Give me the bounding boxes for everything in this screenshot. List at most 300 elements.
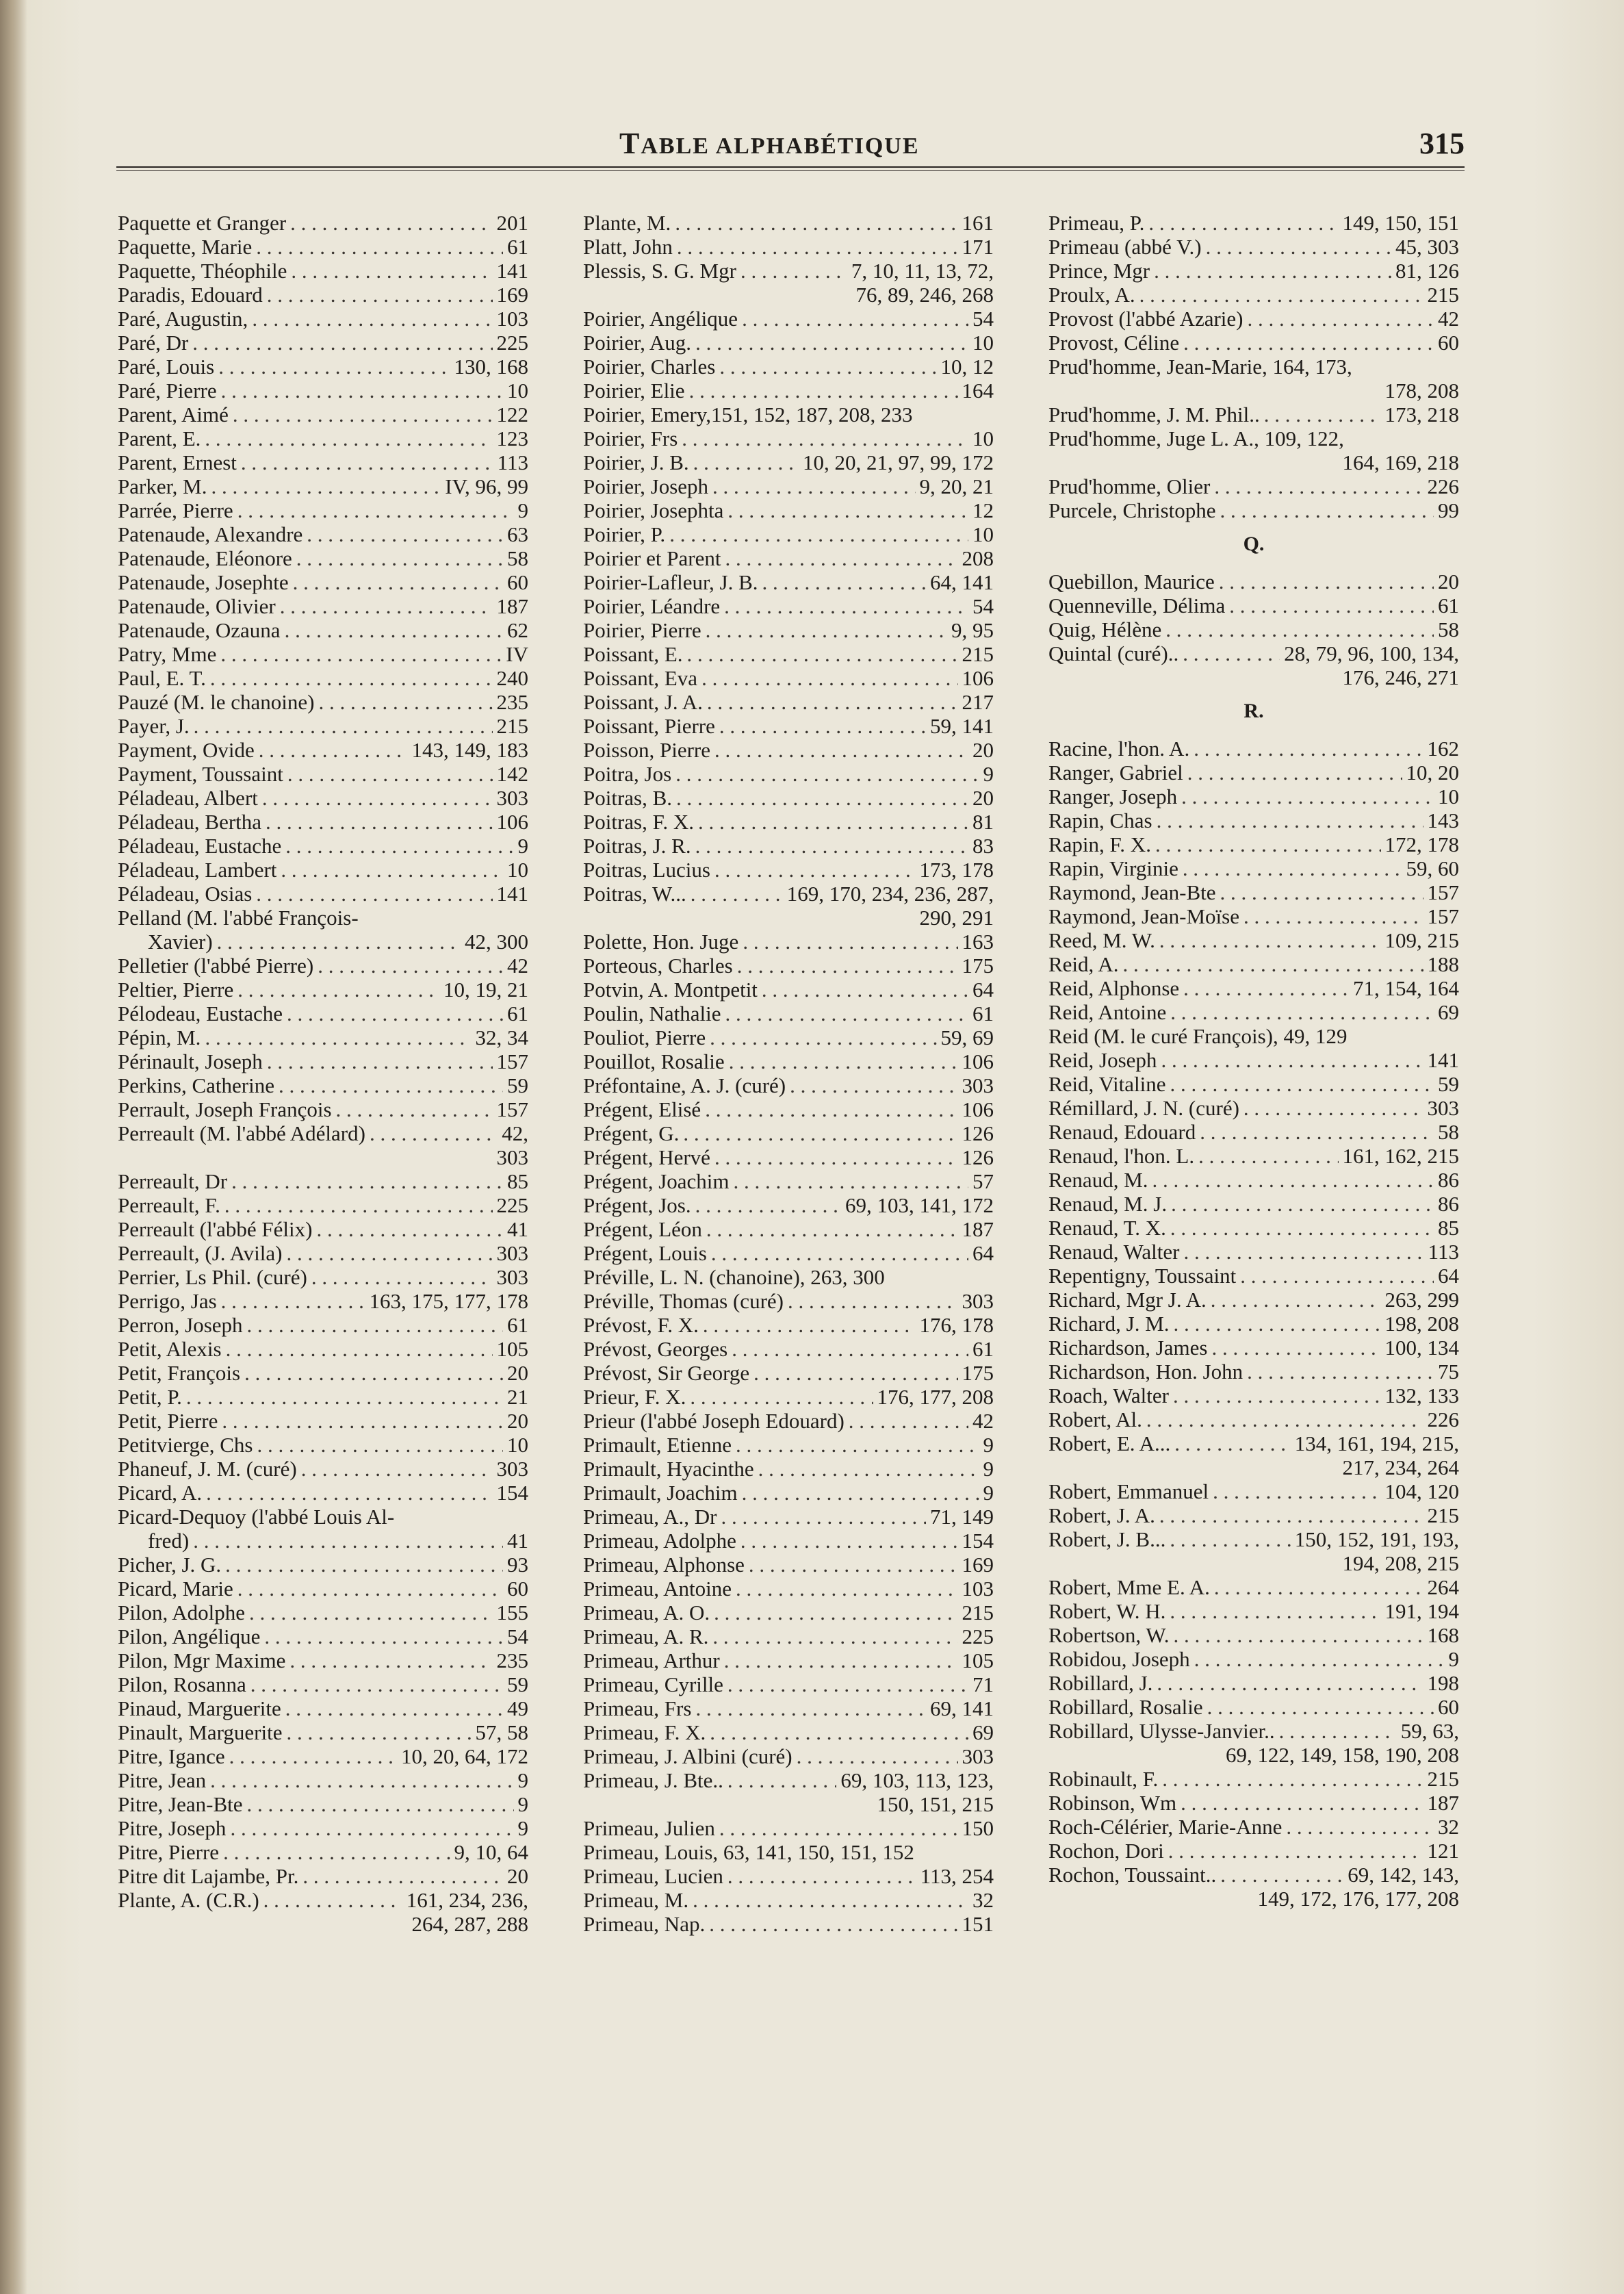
leader-dots: [727, 498, 968, 522]
leader-dots: [287, 1720, 472, 1744]
entry-pages: 161, 234, 236,: [406, 1888, 528, 1912]
leader-dots: [1165, 617, 1434, 641]
index-entry: [1048, 761, 1459, 785]
entry-name: Primeau, F. X.: [583, 1720, 706, 1744]
index-entry: [1048, 1000, 1459, 1024]
entry-pages: 168: [1427, 1623, 1459, 1647]
entry-name: Péladeau, Bertha: [118, 810, 262, 834]
leader-dots: [194, 714, 493, 738]
index-group-q: [1048, 570, 1459, 689]
index-entry: [1048, 594, 1459, 617]
index-entry: [583, 259, 994, 307]
index-entry-line: [1048, 1815, 1459, 1839]
index-entry: [1048, 307, 1459, 331]
entry-pages: 64, 141: [930, 570, 994, 594]
index-entry-line: [118, 762, 528, 786]
index-entry-line: [583, 1217, 994, 1241]
entry-pages: 143: [1427, 808, 1459, 832]
entry-name: Payer, J.: [118, 714, 190, 738]
leader-dots: [1220, 880, 1423, 904]
index-entry: [1048, 1719, 1459, 1767]
leader-dots: [705, 1097, 957, 1121]
index-entry-line: [118, 1457, 528, 1481]
entry-pages: 157: [496, 1097, 528, 1121]
index-entry-line: [1048, 283, 1459, 307]
index-entry: [583, 235, 994, 259]
entry-name: Pouillot, Rosalie: [583, 1049, 725, 1073]
entry-name: Primeau, Frs: [583, 1696, 692, 1720]
index-entry: [583, 1073, 994, 1097]
leader-dots: [247, 1792, 514, 1816]
index-entry-line: [583, 211, 994, 235]
index-entry-line: [1048, 761, 1459, 785]
leader-dots: [706, 1217, 958, 1241]
entry-name: Rochon, Dori: [1048, 1839, 1164, 1863]
leader-dots: [693, 1888, 968, 1912]
index-entry: [1048, 1671, 1459, 1695]
index-entry-line: [118, 1481, 528, 1505]
leader-dots: [690, 1385, 873, 1409]
index-entry: [118, 1457, 528, 1481]
index-entry: [1048, 1815, 1459, 1839]
entry-name: Poissant, Pierre: [583, 714, 715, 738]
entry-name: Préville, L. N. (chanoine), 263, 300: [583, 1265, 885, 1289]
entry-name: Picard, Marie: [118, 1577, 233, 1601]
index-entry-line: [118, 786, 528, 810]
entry-pages-continuation: 290, 291: [919, 906, 994, 930]
leader-dots: [740, 1529, 958, 1553]
entry-pages: 10: [972, 522, 994, 546]
entry-pages: 49: [507, 1696, 528, 1720]
index-entry-line: [583, 331, 994, 355]
index-entry: [1048, 1695, 1459, 1719]
index-entry: [118, 642, 528, 666]
entry-pages: 105: [496, 1337, 528, 1361]
entry-name: Quebillon, Maurice: [1048, 570, 1215, 594]
index-entry-line: [1048, 211, 1459, 235]
index-entry: [1048, 737, 1459, 761]
leader-dots: [1211, 1288, 1381, 1312]
entry-name: Poirier, Frs: [583, 426, 678, 450]
leader-dots: [712, 1624, 957, 1648]
index-entry: [1048, 1288, 1459, 1312]
entry-pages: 69, 141: [930, 1696, 994, 1720]
entry-pages: 226: [1427, 1407, 1459, 1431]
leader-dots: [687, 642, 958, 666]
index-entry-line: [583, 690, 994, 714]
index-entry-line: [583, 1840, 994, 1864]
index-entry: [583, 690, 994, 714]
entry-name: Poissant, Eva: [583, 666, 698, 690]
index-entry: [583, 1720, 994, 1744]
entry-name: Richard, J. M.: [1048, 1312, 1170, 1336]
entry-name: Pitre, Igance: [118, 1744, 225, 1768]
entry-name: Pinault, Marguerite: [118, 1720, 283, 1744]
index-entry: [1048, 403, 1459, 426]
entry-pages: 215: [962, 642, 994, 666]
index-entry-line: [583, 954, 994, 978]
entry-pages: 208: [962, 546, 994, 570]
leader-dots: [230, 1816, 513, 1840]
index-entry-line: [118, 259, 528, 283]
index-entry: [118, 1720, 528, 1744]
leader-dots: [1220, 498, 1434, 522]
index-entry: [1048, 355, 1459, 403]
index-column-2: [583, 211, 994, 1936]
index-entry-line: [583, 1601, 994, 1624]
entry-name: Pitre, Jean: [118, 1768, 207, 1792]
index-entry-line: [1048, 904, 1459, 928]
leader-dots: [1183, 856, 1402, 880]
entry-name: Patenaude, Josephte: [118, 570, 289, 594]
entry-pages: 134, 161, 194, 215,: [1294, 1431, 1459, 1455]
entry-name: Pépin, M.: [118, 1025, 201, 1049]
section-letter-q: Q.: [1243, 533, 1265, 555]
entry-name: Poirier, Elie: [583, 379, 685, 403]
entry-name: Rapin, F. X.: [1048, 832, 1151, 856]
entry-pages: 217: [962, 690, 994, 714]
index-entry-line: [118, 403, 528, 426]
entry-name: Poirier, Charles: [583, 355, 716, 379]
entry-pages: 164: [962, 379, 994, 403]
entry-name: Poirier, Emery,151, 152, 187, 208, 233: [583, 403, 913, 426]
index-entry-line: [583, 546, 994, 570]
entry-pages: 21: [507, 1385, 528, 1409]
leader-dots: [281, 858, 503, 882]
index-entry: [118, 666, 528, 690]
index-entry: [583, 882, 994, 930]
index-entry: [118, 1241, 528, 1265]
index-entry: [1048, 1767, 1459, 1791]
index-entry-line: [1048, 1407, 1459, 1431]
entry-pages: 7, 10, 11, 13, 72,: [851, 259, 994, 283]
entry-pages: 69, 142, 143,: [1348, 1863, 1459, 1887]
index-entry-line: [118, 1624, 528, 1648]
index-entry-line: [583, 1672, 994, 1696]
entry-name: Prieur (l'abbé Joseph Edouard): [583, 1409, 845, 1433]
leader-dots: [285, 1696, 503, 1720]
index-entry-line: [583, 379, 994, 403]
leader-dots: [676, 786, 968, 810]
index-entry-line: [118, 594, 528, 618]
entry-name: Petit, Pierre: [118, 1409, 218, 1433]
entry-name: Polette, Hon. Juge: [583, 930, 739, 954]
index-entry-line: [1048, 1240, 1459, 1264]
index-entry: [118, 1121, 528, 1169]
entry-name: Primault, Joachim: [583, 1481, 738, 1505]
leader-dots: [695, 1193, 841, 1217]
leader-dots: [703, 1313, 916, 1337]
index-entry: [1048, 235, 1459, 259]
entry-name: Poitras, W...: [583, 882, 686, 906]
entry-pages: 161: [962, 211, 994, 235]
entry-pages: 104, 120: [1384, 1479, 1459, 1503]
index-entry: [583, 450, 994, 474]
entry-pages: 103: [962, 1577, 994, 1601]
entry-name: Paré, Dr: [118, 331, 189, 355]
leader-dots: [732, 1337, 968, 1361]
entry-name: Poitra, Jos: [583, 762, 672, 786]
entry-name: Primeau, Lucien: [583, 1864, 723, 1888]
entry-pages: 57, 58: [475, 1720, 528, 1744]
leader-dots: [675, 762, 979, 786]
index-entry: [583, 1289, 994, 1313]
entry-name: Payment, Toussaint: [118, 762, 283, 786]
leader-dots: [1211, 1336, 1380, 1360]
index-entry: [583, 1768, 994, 1816]
leader-dots: [725, 546, 957, 570]
index-entry: [583, 978, 994, 1002]
entry-pages: 54: [972, 594, 994, 618]
index-entry-line: [1048, 617, 1459, 641]
entry-name: Porteous, Charles: [583, 954, 733, 978]
entry-name: Paré, Augustin,: [118, 307, 248, 331]
entry-name: Primeau, Alphonse: [583, 1553, 745, 1577]
index-entry: [583, 474, 994, 498]
index-entry-line: [118, 1864, 528, 1888]
index-entry-line: [1048, 1647, 1459, 1671]
index-entry-line: [583, 1073, 994, 1097]
entry-name: Patenaude, Olivier: [118, 594, 276, 618]
index-entry-line: [583, 259, 994, 283]
index-entry-line: [583, 858, 994, 882]
index-entry-line: [1048, 1431, 1459, 1455]
index-entry-line: [1048, 1072, 1459, 1096]
leader-dots: [186, 1385, 503, 1409]
index-entry-line: [583, 235, 994, 259]
index-entry-line: [583, 426, 994, 450]
index-entry: [118, 498, 528, 522]
entry-pages: 263, 299: [1384, 1288, 1459, 1312]
entry-name: Poitras, J. R.: [583, 834, 691, 858]
entry-name: Picher, J. G.: [118, 1553, 222, 1577]
leader-dots: [285, 618, 503, 642]
index-entry: [1048, 1168, 1459, 1192]
entry-name: Paul, E. T.: [118, 666, 206, 690]
entry-name: Pilon, Mgr Maxime: [118, 1648, 286, 1672]
entry-pages: 143, 149, 183: [411, 738, 528, 762]
index-entry: [118, 403, 528, 426]
entry-name: Repentigny, Toussaint: [1048, 1264, 1237, 1288]
leader-dots: [252, 307, 492, 331]
leader-dots: [1168, 1839, 1423, 1863]
index-entry: [1048, 1336, 1459, 1360]
entry-name: Perrier, Ls Phil. (curé): [118, 1265, 307, 1289]
index-entry-line: [583, 1481, 994, 1505]
entry-name: Pélodeau, Eustache: [118, 1002, 283, 1025]
leader-dots: [231, 1169, 503, 1193]
entry-pages: 59: [1438, 1072, 1459, 1096]
index-entry-line: [1048, 1000, 1459, 1024]
index-entry-line: [583, 1648, 994, 1672]
entry-pages: 264: [1427, 1575, 1459, 1599]
entry-pages: 28, 79, 96, 100, 134,: [1284, 641, 1459, 665]
leader-dots: [707, 690, 958, 714]
entry-pages: 106: [962, 1097, 994, 1121]
entry-pages: 86: [1438, 1168, 1459, 1192]
entry-name: Paré, Pierre: [118, 379, 217, 403]
index-entry: [1048, 1647, 1459, 1671]
index-entry: [583, 1864, 994, 1888]
index-entry: [118, 235, 528, 259]
leader-dots: [237, 498, 514, 522]
index-entry-line: [583, 1337, 994, 1361]
index-entry-line: [118, 1241, 528, 1265]
index-entry: [583, 1025, 994, 1049]
entry-name: Picard, A.: [118, 1481, 203, 1505]
index-entry-line: [118, 498, 528, 522]
entry-name: Primeau, Louis, 63, 141, 150, 151, 152: [583, 1840, 914, 1864]
entry-pages: 226: [1427, 474, 1459, 498]
entry-name: Robillard, Rosalie: [1048, 1695, 1203, 1719]
entry-pages: 142: [496, 762, 528, 786]
index-entry-line: [583, 1529, 994, 1553]
entry-pages: 198, 208: [1384, 1312, 1459, 1336]
entry-name: Roach, Walter: [1048, 1384, 1169, 1407]
entry-pages: 126: [962, 1145, 994, 1169]
entry-name: Prégent, Hervé: [583, 1145, 710, 1169]
index-entry: [583, 1744, 994, 1768]
entry-name: Parrée, Pierre: [118, 498, 233, 522]
entry-name: Plessis, S. G. Mgr: [583, 259, 736, 283]
entry-pages: 59, 60: [1406, 856, 1459, 880]
index-entry: [118, 1049, 528, 1073]
index-entry: [118, 1696, 528, 1720]
entry-name: Richardson, Hon. John: [1048, 1360, 1243, 1384]
leader-dots: [691, 882, 783, 906]
entry-name: Préville, Thomas (curé): [583, 1289, 784, 1313]
leader-dots: [701, 666, 957, 690]
entry-name: Poissant, E.: [583, 642, 683, 666]
entry-pages: 10: [507, 379, 528, 403]
entry-name: Poirier, P.: [583, 522, 666, 546]
entry-name: Poirier, Joseph: [583, 474, 709, 498]
leader-dots: [1243, 904, 1423, 928]
index-entry-line: [1048, 1791, 1459, 1815]
leader-dots: [217, 930, 461, 954]
index-entry-line: [1048, 1575, 1459, 1599]
index-entry-line: [583, 1193, 994, 1217]
index-entry-line: [1048, 1863, 1459, 1887]
entry-pages: 235: [496, 1648, 528, 1672]
index-entry-line: [118, 1744, 528, 1768]
index-entry: [1048, 1599, 1459, 1623]
index-entry: [583, 1049, 994, 1073]
entry-pages: 163, 175, 177, 178: [369, 1289, 528, 1313]
entry-pages: 85: [507, 1169, 528, 1193]
index-entry: [118, 1193, 528, 1217]
entry-pages: 62: [507, 618, 528, 642]
entry-pages: 69, 103, 113, 123,: [840, 1768, 994, 1792]
entry-pages: 155: [496, 1601, 528, 1624]
leader-dots: [336, 1097, 493, 1121]
entry-pages: 9: [983, 762, 994, 786]
index-entry-line: [583, 1289, 994, 1313]
entry-name: Péladeau, Albert: [118, 786, 258, 810]
entry-pages: 57: [972, 1169, 994, 1193]
index-entry: [583, 355, 994, 379]
entry-name: Pilon, Angélique: [118, 1624, 261, 1648]
index-entry-line: [583, 403, 994, 426]
entry-pages: 42: [972, 1409, 994, 1433]
leader-dots: [241, 450, 493, 474]
entry-name: Pauzé (M. le chanoine): [118, 690, 315, 714]
index-entry-line: [1048, 1096, 1459, 1120]
leader-dots: [249, 1601, 492, 1624]
index-entry-line: [118, 666, 528, 690]
index-entry-line: [583, 1002, 994, 1025]
entry-name: Quenneville, Délima: [1048, 594, 1226, 617]
leader-dots: [224, 1193, 493, 1217]
leader-dots: [1157, 1671, 1423, 1695]
leader-dots: [1247, 1360, 1434, 1384]
entry-pages: 303: [496, 1457, 528, 1481]
index-entry: [583, 858, 994, 882]
index-entry-line: [583, 1768, 994, 1792]
entry-name: Reid, Antoine: [1048, 1000, 1167, 1024]
entry-pages: 81: [972, 810, 994, 834]
entry-pages: 9: [983, 1481, 994, 1505]
entry-pages: 59: [507, 1672, 528, 1696]
leader-dots: [1248, 307, 1434, 331]
entry-name: Pitre, Jean-Bte: [118, 1792, 243, 1816]
entry-name: Primeau, A. R.: [583, 1624, 709, 1648]
entry-pages: 123: [496, 426, 528, 450]
leader-dots: [247, 1313, 503, 1337]
index-entry: [583, 594, 994, 618]
index-entry: [583, 1888, 994, 1912]
index-entry: [118, 546, 528, 570]
leader-dots: [256, 882, 492, 906]
entry-pages: 171: [962, 235, 994, 259]
leader-dots: [714, 1601, 957, 1624]
index-entry: [118, 259, 528, 283]
entry-pages: 71: [972, 1672, 994, 1696]
index-entry-line: [118, 1025, 528, 1049]
index-entry: [1048, 1384, 1459, 1407]
index-entry-line: [118, 1816, 528, 1840]
entry-pages: 187: [496, 594, 528, 618]
index-entry-line: [1048, 355, 1459, 379]
leader-dots: [1173, 1384, 1381, 1407]
leader-dots: [714, 1145, 958, 1169]
leader-dots: [1213, 1479, 1380, 1503]
entry-name: Perreault, F.: [118, 1193, 220, 1217]
leader-dots: [797, 1744, 958, 1768]
entry-pages: 215: [496, 714, 528, 738]
entry-name: Rapin, Virginie: [1048, 856, 1178, 880]
leader-dots: [1170, 1000, 1434, 1024]
entry-name: Prud'homme, Olier: [1048, 474, 1211, 498]
index-entry-line: [1048, 1767, 1459, 1791]
index-entry-line: [583, 642, 994, 666]
index-entry-line: [583, 666, 994, 690]
entry-name-continuation: Xavier): [148, 930, 213, 954]
index-entry-line: [118, 1672, 528, 1696]
entry-pages: 10, 12: [940, 355, 994, 379]
entry-pages: 58: [1438, 1120, 1459, 1144]
leader-dots: [727, 1768, 836, 1792]
leader-dots: [370, 1121, 498, 1145]
index-entry: [1048, 211, 1459, 235]
leader-dots: [740, 259, 847, 283]
entry-pages: 10, 20, 64, 172: [401, 1744, 528, 1768]
entry-pages: 240: [496, 666, 528, 690]
entry-pages: 20: [972, 786, 994, 810]
index-entry: [583, 1816, 994, 1840]
index-entry: [1048, 259, 1459, 283]
entry-name: Robinson, Wm: [1048, 1791, 1177, 1815]
